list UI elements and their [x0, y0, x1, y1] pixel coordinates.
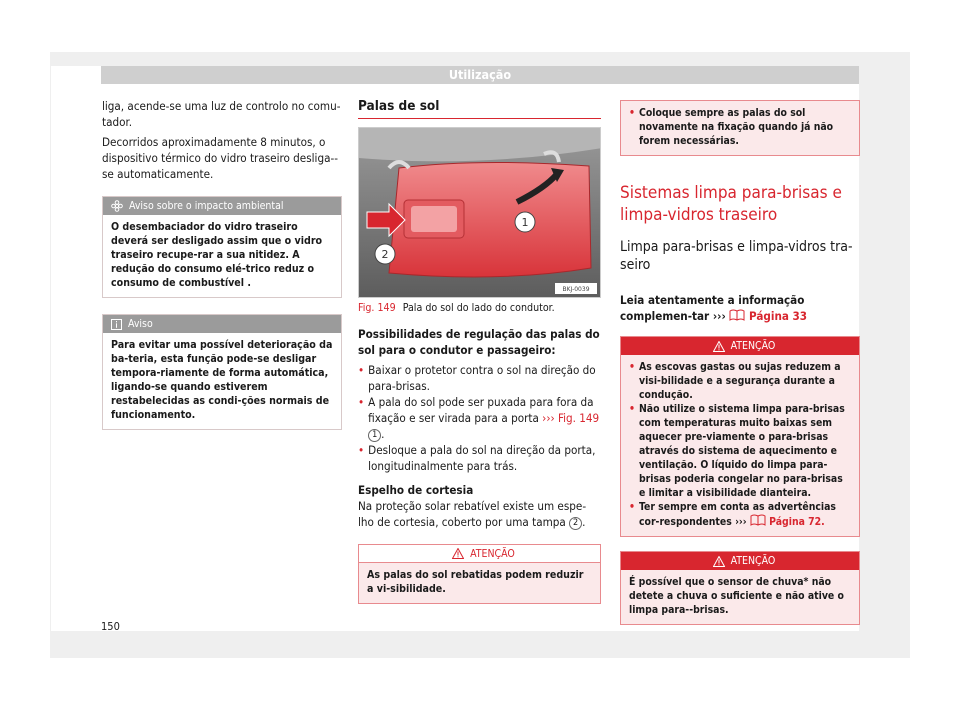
info-icon [111, 319, 122, 330]
environment-notice-text: O desembaciador do vidro traseiro deverá ser desligado assim que o vidro traseiro recupe-rar a sua nitidez. A redução do consumo elé-trico reduz o consumo de combustível . [111, 221, 323, 289]
warning-icon [713, 341, 725, 352]
section-title: Palas de sol [358, 98, 601, 119]
warning-header [621, 337, 859, 355]
subheading: Espelho de cortesia [358, 483, 474, 497]
page-link[interactable]: Página 72. [769, 516, 825, 528]
warning-title: ATENÇÃO [730, 555, 776, 567]
callout-2: 2 [381, 248, 389, 261]
column-right [620, 98, 860, 625]
paragraph: Na proteção solar rebatível existe um espe-lho de cortesia, coberto por uma tampa 2 . [358, 499, 587, 529]
column-middle [358, 98, 601, 604]
figure-link[interactable]: ››› Fig. 149 [542, 411, 600, 425]
sun-visor-illustration [359, 128, 601, 298]
list-item: • Coloque sempre as palas do sol novamente na fixação quando já não forem necessárias. [629, 107, 834, 147]
book-icon [750, 514, 766, 526]
callout-ref: 2 [569, 517, 582, 530]
warning-box [620, 336, 860, 537]
list-item: • Ter sempre em conta as advertências cor-respondentes ››› Página 72. [629, 501, 836, 528]
warning-box [620, 551, 860, 625]
figure-code: BKJ-0039 [562, 286, 590, 293]
page-number: 150 [101, 620, 120, 633]
warning-title: ATENÇÃO [730, 340, 776, 352]
paragraph: Decorridos aproximadamente 8 minutos, o dispositivo térmico do vidro traseiro desliga--se automaticamente. [102, 135, 339, 181]
info-notice-text: Para evitar uma possível deterioração da ba-teria, esta função pode-se desligar tempora-riamente de forma automática, ligando-se quando estiverem restabelecidas as condi-ções normais de funcionamento. [111, 339, 333, 421]
list-item: • As escovas gastas ou sujas reduzem a visi-bilidade e a segurança durante a condução. [629, 361, 841, 401]
list-item: • Não utilize o sistema limpa para-brisas com temperaturas muito baixas sem aquecer pre-viamente o para-brisas através do sistema de aquecimento e ventilação. O líquido do limpa para-brisas poderia congelar no para-brisas e limitar a visibilidade dianteira. [629, 403, 845, 499]
page-link[interactable]: Página 33 [749, 309, 808, 323]
warning-continuation-box [620, 100, 860, 156]
chapter-title: Sistemas limpa para-brisas e limpa-vidros traseiro [620, 183, 842, 225]
warning-icon [713, 556, 725, 567]
info-notice-header [103, 315, 341, 333]
column-left [102, 98, 342, 430]
callout-ref: 1 [368, 429, 381, 442]
warning-text: É possível que o sensor de chuva* não detete a chuva o suficiente e não ative o limpa para--brisas. [629, 576, 844, 616]
callout-1: 1 [521, 216, 529, 229]
warning-text: As palas do sol rebatidas podem reduzir a vi-sibilidade. [367, 569, 584, 595]
warning-header [621, 552, 859, 570]
section-subtitle: Limpa para-brisas e limpa-vidros tra-seiro [620, 239, 853, 273]
warning-header [359, 545, 600, 563]
intro-paragraph: Leia atentamente a informação complemen-tar ››› Página 33 [620, 293, 808, 323]
info-notice-title: Aviso [128, 318, 153, 330]
warning-title: ATENÇÃO [470, 547, 515, 560]
caption-text: Pala do sol do lado do condutor. [402, 302, 555, 314]
info-notice-box [102, 314, 342, 430]
list-item: • Baixar o protetor contra o sol na direção do para-brisas. [358, 363, 596, 393]
warning-icon [452, 548, 464, 559]
warning-body [621, 355, 859, 536]
list-item: • A pala do sol pode ser puxada para fora da fixação e ser virada para a porta ››› Fig. 149 1 . [358, 395, 600, 441]
environment-notice-title: Aviso sobre o impacto ambiental [129, 200, 284, 212]
warning-box [358, 544, 601, 604]
sun-visor-figure [358, 127, 601, 298]
subheading: Possibilidades de regulação das palas do sol para o condutor e passageiro: [358, 327, 600, 357]
environment-notice-header [103, 197, 341, 215]
figure-caption [358, 300, 601, 316]
flower-icon [111, 200, 123, 212]
paragraph: liga, acende-se uma luz de controlo no comu-tador. [102, 99, 341, 129]
section-header: Utilização [101, 66, 859, 84]
environment-notice-box [102, 196, 342, 298]
list-item: • Desloque a pala do sol na direção da porta, longitudinalmente para trás. [358, 443, 596, 473]
figure-number: Fig. 149 [358, 302, 396, 314]
book-icon [729, 309, 745, 321]
